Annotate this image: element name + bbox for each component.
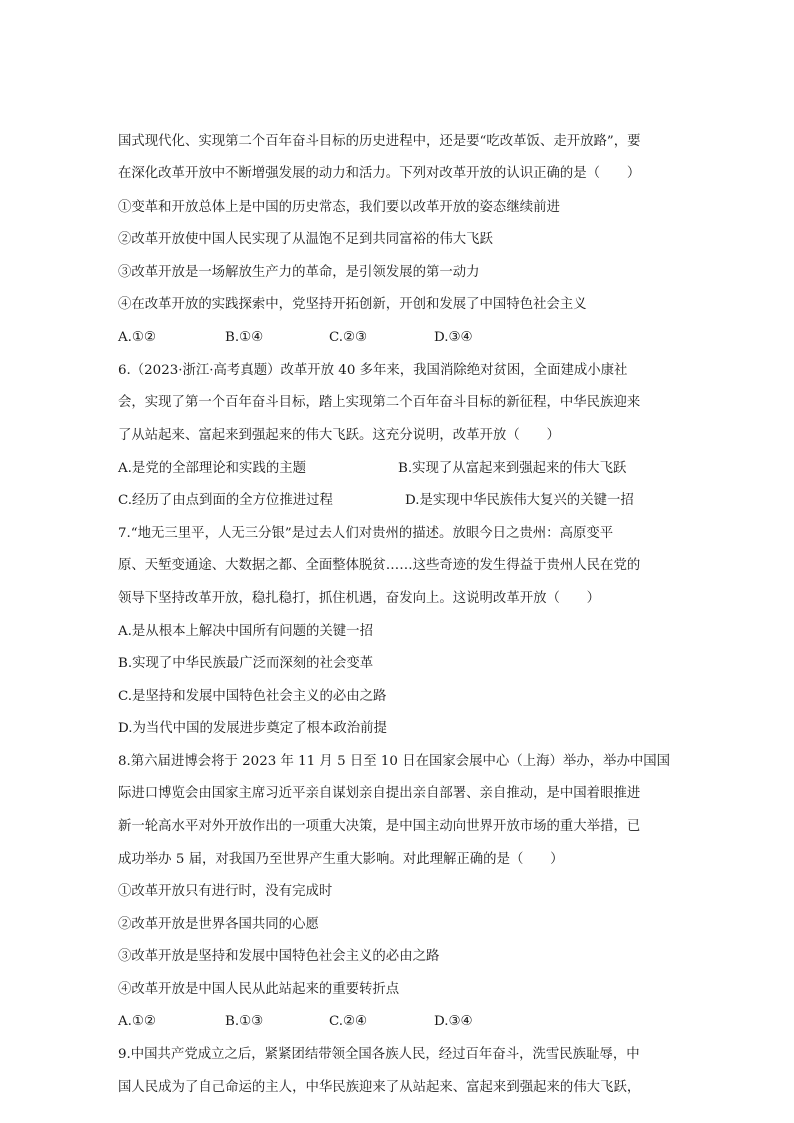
- q5-option-d[interactable]: D.③④: [434, 330, 473, 345]
- q5-option-c[interactable]: C.②③: [329, 330, 368, 345]
- q7-stem-line-2: 原、天堑变通途、大数据之都、全面整体脱贫……这些奇迹的发生得益于贵州人民在党的: [118, 558, 641, 573]
- q8-statement-2: ②改革开放是世界各国共同的心愿: [118, 917, 319, 932]
- q5-options: [118, 328, 678, 348]
- q8-stem-line-1: 8.第六届进博会将于 2023 年 11 月 5 日至 10 日在国家会展中心（上海）举办，举办中国国: [118, 754, 671, 769]
- q6-stem-line-3: 了从站起来、富起来到强起来的伟大飞跃。这充分说明，改革开放（ ）: [118, 428, 560, 443]
- q8-statement-1: ①改革开放只有进行时，没有完成时: [118, 884, 333, 899]
- q5-option-b[interactable]: B.①④: [225, 330, 264, 345]
- q5-statement-4: ④在改革开放的实践探索中，党坚持开拓创新，开创和发展了中国特色社会主义: [118, 297, 587, 312]
- q8-option-b[interactable]: B.①③: [225, 1014, 264, 1029]
- q6-option-c[interactable]: C.经历了由点到面的全方位推进过程: [118, 493, 333, 508]
- q5-statement-2: ②改革开放使中国人民实现了从温饱不足到共同富裕的伟大飞跃: [118, 232, 493, 247]
- q6-options-row-1: [118, 459, 678, 479]
- q8-stem-line-4: 成功举办 5 届，对我国乃至世界产生重大影响。对此理解正确的是（ ）: [118, 852, 564, 867]
- q7-option-b[interactable]: B.实现了中华民族最广泛而深刻的社会变革: [118, 656, 374, 671]
- q8-option-c[interactable]: C.②④: [329, 1014, 368, 1029]
- q7-stem-line-1: 7.“地无三里平，人无三分银”是过去人们对贵州的描述。放眼今日之贵州：高原变平: [118, 526, 614, 541]
- q9-stem-line-1: 9.中国共产党成立之后，紧紧团结带领全国各族人民，经过百年奋斗，洗雪民族耻辱，中: [118, 1047, 640, 1062]
- q8-statement-3: ③改革开放是坚持和发展中国特色社会主义的必由之路: [118, 949, 440, 964]
- q6-options-row-2: [118, 491, 678, 511]
- q8-stem-line-3: 新一轮高水平对外开放作出的一项重大决策，是中国主动向世界开放市场的重大举措，已: [118, 819, 641, 834]
- q9-stem-line-2: 国人民成为了自己命运的主人，中华民族迎来了从站起来、富起来到强起来的伟大飞跃，: [118, 1080, 641, 1095]
- q7-stem-line-3: 领导下坚持改革开放，稳扎稳打，抓住机遇，奋发向上。这说明改革开放（ ）: [118, 591, 601, 606]
- q5-statement-3: ③改革开放是一场解放生产力的革命，是引领发展的第一动力: [118, 265, 480, 280]
- q6-option-d[interactable]: D.是实现中华民族伟大复兴的关键一招: [405, 493, 634, 508]
- q6-option-a[interactable]: A.是党的全部理论和实践的主题: [118, 461, 307, 476]
- q8-option-a[interactable]: A.①②: [118, 1014, 156, 1029]
- q8-stem-line-2: 际进口博览会由国家主席习近平亲自谋划亲自提出亲自部署、亲自推动，是中国着眼推进: [118, 786, 641, 801]
- q5-stem-line-1: 国式现代化、实现第二个百年奋斗目标的历史进程中，还是要“吃改革饭、走开放路”，要: [118, 134, 641, 149]
- q7-option-c[interactable]: C.是坚持和发展中国特色社会主义的必由之路: [118, 689, 387, 704]
- q6-stem-line-1: 6.（2023·浙江·高考真题）改革开放 40 多年来，我国消除绝对贫困，全面建成小康社: [118, 363, 628, 378]
- q7-option-d[interactable]: D.为当代中国的发展进步奠定了根本政治前提: [118, 721, 387, 736]
- q5-statement-1: ①变革和开放总体上是中国的历史常态，我们要以改革开放的姿态继续前进: [118, 200, 560, 215]
- q8-option-d[interactable]: D.③④: [434, 1014, 473, 1029]
- q8-statement-4: ④改革开放是中国人民从此站起来的重要转折点: [118, 982, 400, 997]
- q7-option-a[interactable]: A.是从根本上解决中国所有问题的关键一招: [118, 624, 373, 639]
- q5-stem-line-2: 在深化改革开放中不断增强发展的动力和活力。下列对改革开放的认识正确的是（ ）: [118, 166, 641, 181]
- q8-options: [118, 1012, 678, 1032]
- q6-stem-line-2: 会，实现了第一个百年奋斗目标，踏上实现第二个百年奋斗目标的新征程，中华民族迎来: [118, 395, 641, 410]
- q6-option-b[interactable]: B.实现了从富起来到强起来的伟大飞跃: [398, 461, 627, 476]
- q5-option-a[interactable]: A.①②: [118, 330, 156, 345]
